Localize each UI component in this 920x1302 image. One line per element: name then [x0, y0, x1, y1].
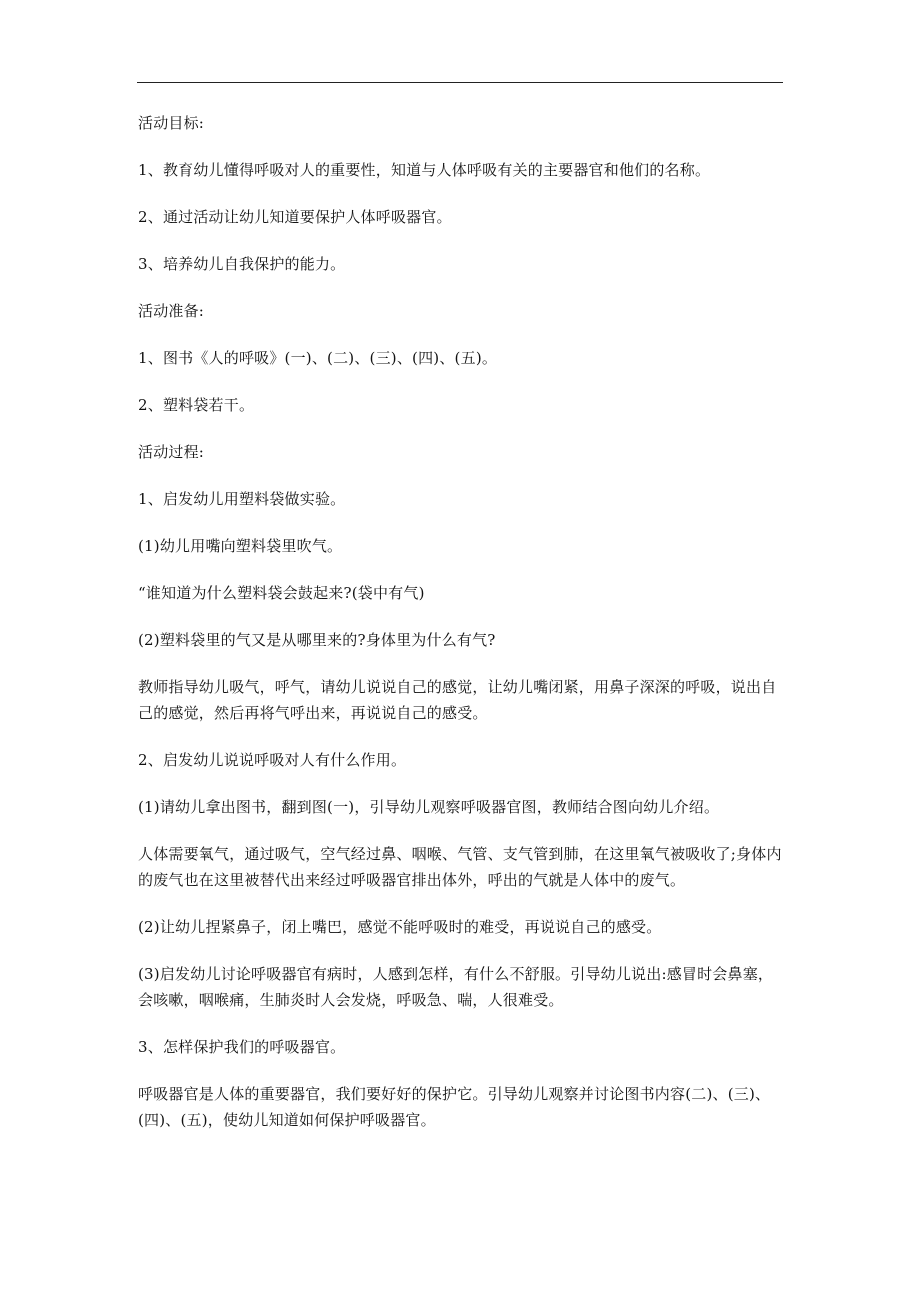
paragraph: 1、启发幼儿用塑料袋做实验。 [138, 490, 346, 508]
paragraph: 人体需要氧气，通过吸气，空气经过鼻、咽喉、气管、支气管到肺，在这里氧气被吸收了;身体内的废气也在这里被替代出来经过呼吸器官排出体外，呼出的气就是人体中的废气。 [138, 845, 782, 889]
section-heading-process: 活动过程: [138, 443, 205, 461]
paragraph: 2、通过活动让幼儿知道要保护人体呼吸器官。 [138, 208, 452, 226]
section-heading-preparation: 活动准备: [138, 302, 205, 320]
header-rule [137, 82, 783, 83]
paragraph: 3、培养幼儿自我保护的能力。 [138, 255, 346, 273]
paragraph: 1、教育幼儿懂得呼吸对人的重要性，知道与人体呼吸有关的主要器官和他们的名称。 [138, 161, 711, 179]
paragraph: 2、塑料袋若干。 [138, 396, 255, 414]
section-heading-goals: 活动目标: [138, 114, 205, 132]
paragraph: 2、启发幼儿说说呼吸对人有什么作用。 [138, 751, 407, 769]
paragraph: 呼吸器官是人体的重要器官，我们要好好的保护它。引导幼儿观察并讨论图书内容(二)、(三)、(四)、(五)，使幼儿知道如何保护呼吸器官。 [138, 1085, 771, 1129]
paragraph: (2)塑料袋里的气又是从哪里来的?身体里为什么有气? [138, 631, 496, 649]
paragraph: (3)启发幼儿讨论呼吸器官有病时，人感到怎样，有什么不舒服。引导幼儿说出:感冒时会鼻塞，会咳嗽，咽喉痛，生肺炎时人会发烧，呼吸急、喘，人很难受。 [138, 965, 774, 1009]
paragraph: 3、怎样保护我们的呼吸器官。 [138, 1038, 346, 1056]
paragraph: 1、图书《人的呼吸》(一)、(二)、(三)、(四)、(五)。 [138, 349, 498, 367]
paragraph: (1)幼儿用嘴向塑料袋里吹气。 [138, 537, 343, 555]
paragraph: (1)请幼儿拿出图书，翻到图(一)，引导幼儿观察呼吸器官图，教师结合图向幼儿介绍。 [138, 798, 720, 816]
paragraph: 教师指导幼儿吸气，呼气，请幼儿说说自己的感觉，让幼儿嘴闭紧，用鼻子深深的呼吸，说出自己的感觉，然后再将气呼出来，再说说自己的感受。 [138, 678, 777, 722]
document-body [138, 110, 783, 1154]
paragraph: (2)让幼儿捏紧鼻子，闭上嘴巴，感觉不能呼吸时的难受，再说说自己的感受。 [138, 918, 662, 936]
paragraph: “谁知道为什么塑料袋会鼓起来?(袋中有气) [138, 584, 425, 602]
